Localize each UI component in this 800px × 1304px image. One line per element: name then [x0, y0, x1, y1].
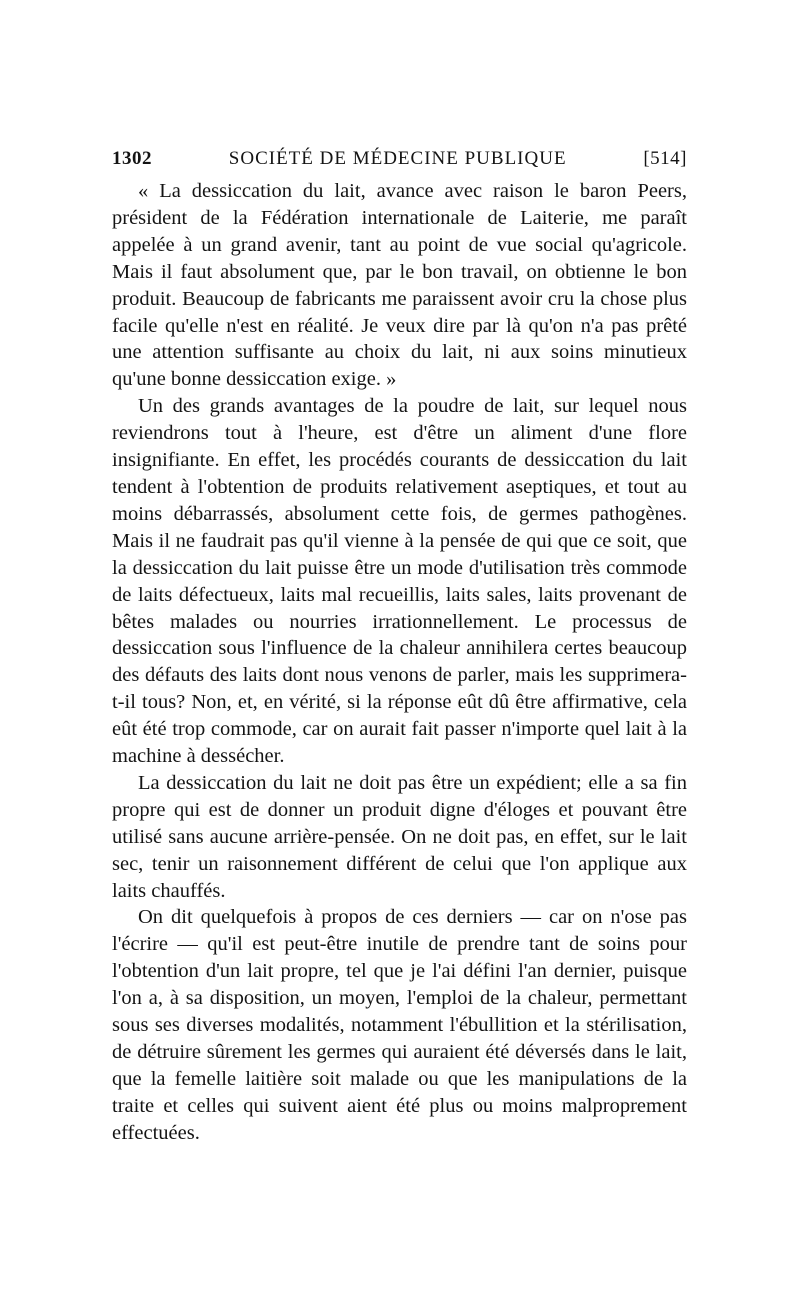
- paragraph-quote: « La dessiccation du lait, avance avec raison le baron Peers, président de la Fédération internationale de Laiterie, me paraît appelée à un grand avenir, tant au point de vue social qu'agricole. Mais il faut absolument que, par le bon travail, on obtienne le bon produit. Beaucoup de fabricants me paraissent avoir cru la chose plus facile qu'elle n'est en réalité. Je veux dire par là qu'on n'a pas prêté une attention suffisante au choix du lait, ni aux soins minutieux qu'une bonne dessiccation exige. »: [112, 180, 687, 391]
- paragraph-advantages: Un des grands avantages de la poudre de lait, sur lequel nous reviendrons tout à l'heure, est d'être un aliment d'une flore insignifiante. En effet, les procédés courants de dessiccation du lait tendent à l'obtention de produits relativement aseptiques, et tout au moins débarrassés, absolument cette fois, de germes pathogènes. Mais il ne faudrait pas qu'il vienne à la pensée de qui que ce soit, que la dessiccation du lait puisse être un mode d'utilisation très commode de laits défectueux, laits mal recueillis, laits sales, laits provenant de bêtes malades ou nourries irrationnellement. Le processus de dessiccation sous l'influence de la chaleur annihilera certes beaucoup des défauts des laits dont nous venons de parler, mais les supprimera-t-il tous? Non, et, en vérité, si la réponse eût dû être affirmative, cela eût été trop commode, car on aurait fait passer n'importe quel lait à la machine à dessécher.: [112, 395, 687, 768]
- book-page: [112, 148, 687, 1147]
- body-text: [112, 178, 687, 1147]
- page-number: 1302: [112, 148, 152, 169]
- paragraph-expedient: La dessiccation du lait ne doit pas être un expédient; elle a sa fin propre qui est de donner un produit digne d'éloges et pouvant être utilisé sans aucune arrière-pensée. On ne doit pas, en effet, sur le lait sec, tenir un raisonnement différent de celui que l'on applique aux laits chauffés.: [112, 771, 687, 902]
- running-title: SOCIÉTÉ DE MÉDECINE PUBLIQUE: [228, 148, 567, 169]
- bracket-number: [514]: [643, 148, 687, 169]
- paragraph-heated-milk: On dit quelquefois à propos de ces derniers — car on n'ose pas l'écrire — qu'il est peut-être inutile de prendre tant de soins pour l'obtention d'un lait propre, tel que je l'ai défini l'an dernier, puisque l'on a, à sa disposition, un moyen, l'emploi de la chaleur, permettant sous ses diverses modalités, notamment l'ébullition et la stérilisation, de détruire sûrement les germes qui auraient été déversés dans le lait, que la femelle laitière soit malade ou que les manipulations de la traite et celles qui suivent aient été plus ou moins malproprement effectuées.: [112, 906, 687, 1144]
- running-header: [112, 148, 687, 178]
